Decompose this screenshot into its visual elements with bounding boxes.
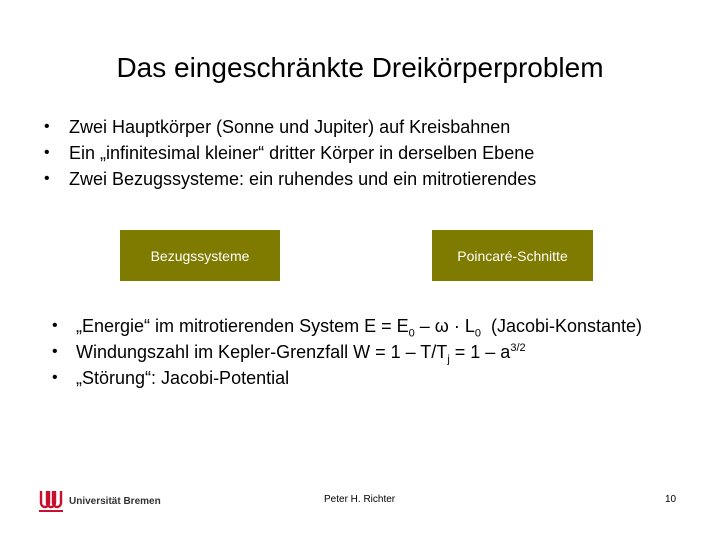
winding-subscript: j [447, 353, 450, 366]
bullet-list-bottom [52, 313, 642, 391]
bullet-glyph: • [52, 369, 58, 386]
slide-title: Das eingeschränkte Dreikörperproblem [116, 52, 604, 83]
bullet-list-top [44, 114, 536, 192]
bezugssysteme-button[interactable]: Bezugssysteme [120, 230, 280, 281]
bullet-glyph: • [44, 170, 50, 187]
bullet-item [44, 166, 536, 192]
bullet-item-winding [52, 339, 642, 365]
poincare-schnitte-button[interactable]: Poincaré-Schnitte [432, 230, 593, 281]
energy-suffix: (Jacobi-Konstante) [480, 316, 643, 336]
university-logo-icon [38, 489, 66, 513]
winding-superscript: 3/2 [510, 342, 526, 354]
energy-subscript: 0 [474, 327, 481, 340]
bullet-text: „Störung“: Jacobi-Potential [76, 368, 290, 388]
bullet-item-energy [52, 313, 642, 339]
bullet-item-stoerung [52, 365, 642, 391]
winding-prefix: Windungszahl im Kepler-Grenzfall W = 1 – T/T [76, 342, 448, 362]
bullet-glyph: • [52, 343, 58, 360]
energy-subscript: 0 [408, 327, 415, 340]
bullet-glyph: • [44, 118, 50, 135]
energy-mid: – ω · L [414, 316, 475, 336]
page-number: 10 [665, 494, 677, 505]
energy-prefix: „Energie“ im mitrotierenden System E = E [76, 316, 409, 336]
bullet-text: Zwei Hauptkörper (Sonne und Jupiter) auf Kreisbahnen [69, 117, 511, 137]
bullet-glyph: • [52, 317, 58, 334]
university-logo-text: Universität Bremen [69, 495, 161, 507]
winding-mid: = 1 – a [449, 342, 511, 362]
bullet-item [44, 140, 536, 166]
bullet-item [44, 114, 536, 140]
bullet-text: Zwei Bezugssysteme: ein ruhendes und ein mitrotierendes [69, 169, 537, 189]
university-logo [38, 489, 161, 513]
bullet-text: Ein „infinitesimal kleiner“ dritter Körper in derselben Ebene [69, 143, 535, 163]
bullet-glyph: • [44, 144, 50, 161]
footer-author: Peter H. Richter [324, 494, 396, 505]
